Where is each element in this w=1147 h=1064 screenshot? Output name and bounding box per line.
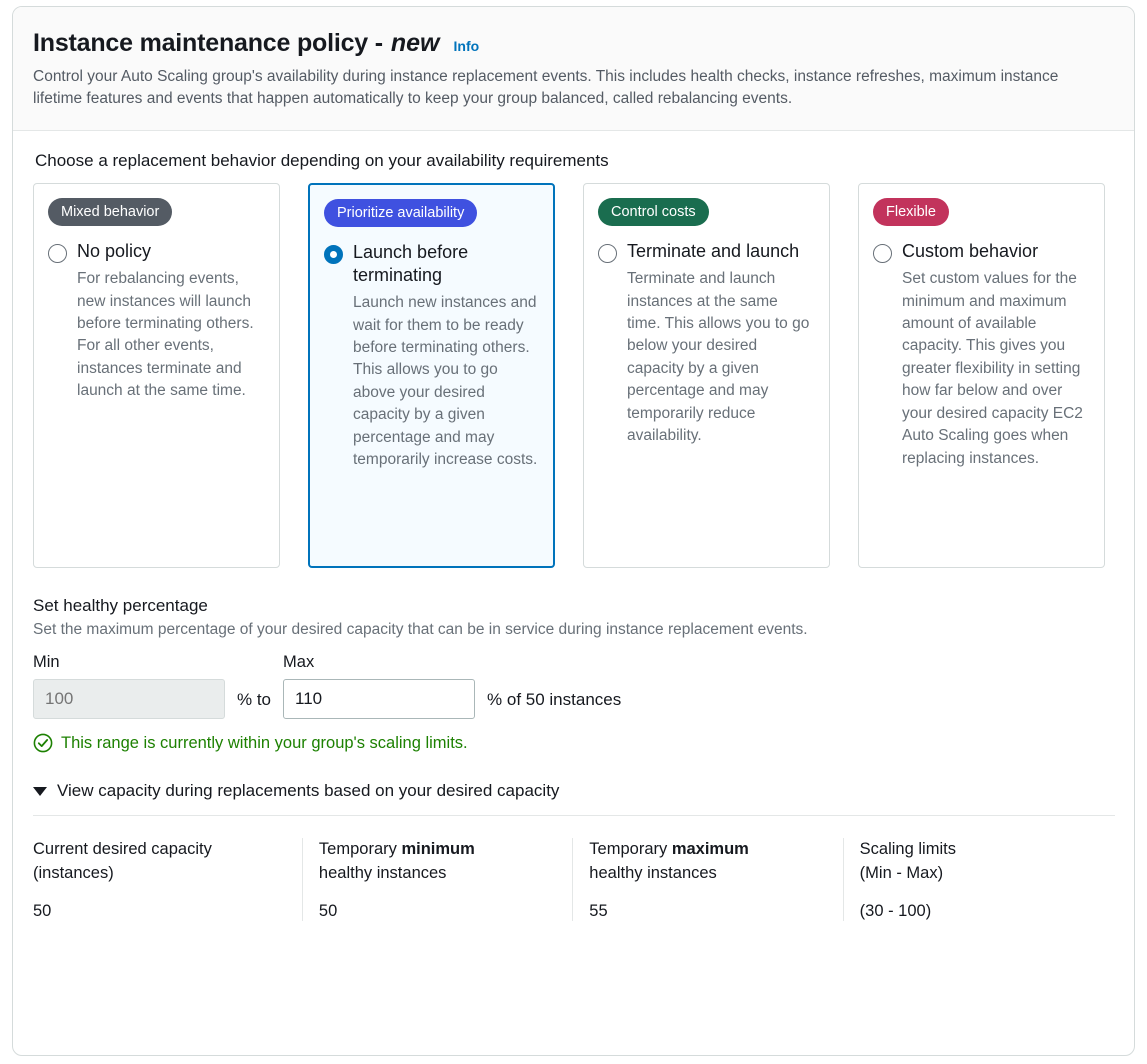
- summary-value-current-desired-capacity: 50: [33, 901, 52, 920]
- min-label: Min: [33, 653, 60, 671]
- instances-suffix-text: % of 50 instances: [487, 690, 622, 709]
- healthy-percentage-description: Set the maximum percentage of your desired capacity that can be in service during instance replacement events.: [33, 621, 808, 638]
- summary-title-strong-max: maximum: [671, 840, 749, 858]
- tile-option-no-policy[interactable]: [48, 240, 265, 263]
- percent-to-text: % to: [237, 690, 272, 709]
- max-label: Max: [283, 653, 315, 671]
- badge-mixed-behavior: Mixed behavior: [48, 198, 172, 226]
- card-header: [13, 7, 1134, 131]
- healthy-percentage-section: [33, 596, 1114, 753]
- badge-prioritize-availability: Prioritize availability: [324, 199, 477, 227]
- tile-option-launch-before-terminating[interactable]: [324, 241, 539, 287]
- badge-control-costs: Control costs: [598, 198, 709, 226]
- info-link[interactable]: Info: [453, 38, 480, 54]
- tile-title-custom-behavior: Custom behavior: [902, 241, 1039, 261]
- max-field-group: [283, 653, 475, 719]
- summary-title-line1-limits: Scaling limits: [859, 840, 956, 858]
- badge-flexible: Flexible: [873, 198, 949, 226]
- choose-behavior-label: Choose a replacement behavior depending on your availability requirements: [35, 151, 609, 170]
- tile-launch-before-terminating[interactable]: [308, 183, 555, 568]
- tile-description-no-policy: For rebalancing events, new instances will launch before terminating others. For all other events, instances terminate and launch at the same time.: [77, 270, 254, 400]
- min-percentage-input[interactable]: [33, 679, 225, 719]
- summary-title-line1-current: Current desired capacity: [33, 840, 212, 858]
- capacity-expander[interactable]: [33, 781, 1114, 801]
- radio-custom-behavior[interactable]: [873, 244, 892, 263]
- summary-title-line1-min: Temporary: [318, 840, 402, 858]
- max-percentage-input[interactable]: [283, 679, 475, 719]
- summary-scaling-limits: [844, 838, 1114, 921]
- page-title-new-tag: new: [390, 29, 440, 57]
- capacity-expander-label: View capacity during replacements based on your desired capacity: [57, 781, 560, 800]
- summary-temporary-maximum: [573, 838, 843, 921]
- summary-title-line2-limits: (Min - Max): [859, 863, 944, 882]
- summary-title-temporary-minimum: [319, 838, 548, 886]
- behavior-tiles: [33, 183, 1114, 568]
- tile-no-policy[interactable]: [33, 183, 280, 568]
- scaling-limits-status: [33, 733, 1114, 753]
- header-description: Control your Auto Scaling group's availability during instance replacement events. This includes health checks, instance refreshes, maximum instance lifetime features and events that happen automatically to keep your group balanced, called rebalancing events.: [33, 68, 1059, 107]
- capacity-summary: [33, 838, 1114, 921]
- chevron-down-icon[interactable]: [33, 787, 47, 796]
- radio-terminate-and-launch[interactable]: [598, 244, 617, 263]
- summary-current-desired-capacity: [33, 838, 303, 921]
- success-check-icon: [33, 733, 53, 753]
- summary-title-line2-min: healthy instances: [318, 863, 447, 882]
- summary-value-temporary-maximum: 55: [589, 901, 608, 920]
- tile-title-launch-before-terminating: Launch before terminating: [353, 242, 469, 286]
- summary-value-scaling-limits: (30 - 100): [859, 901, 932, 920]
- summary-title-line1-max: Temporary: [589, 840, 672, 858]
- summary-title-current-desired-capacity: [33, 838, 278, 886]
- summary-title-strong-min: minimum: [401, 840, 475, 858]
- instance-maintenance-policy-card: [12, 6, 1135, 1056]
- summary-title-temporary-maximum: [589, 838, 818, 886]
- healthy-percentage-title: Set healthy percentage: [33, 596, 208, 615]
- tile-description-terminate-and-launch: Terminate and launch instances at the same time. This allows you to go below your desired capacity by a given percentage and may temporarily reduce availability.: [627, 270, 810, 445]
- healthy-percentage-fields: [33, 653, 1114, 719]
- radio-launch-before-terminating[interactable]: [324, 245, 343, 264]
- tile-option-terminate-and-launch[interactable]: [598, 240, 815, 263]
- min-field-group: [33, 653, 225, 719]
- tile-title-terminate-and-launch: Terminate and launch: [627, 241, 800, 261]
- summary-temporary-minimum: [303, 838, 573, 921]
- summary-value-temporary-minimum: 50: [318, 901, 338, 920]
- tile-description-launch-before-terminating: Launch new instances and wait for them to be ready before terminating others. This allows you to go above your desired capacity by a given percentage and may temporarily increase costs.: [353, 294, 538, 469]
- summary-title-line2-max: healthy instances: [589, 863, 717, 882]
- tile-option-custom-behavior[interactable]: [873, 240, 1090, 263]
- card-body: [13, 131, 1134, 941]
- summary-title-line2-current: (instances): [33, 863, 114, 882]
- page-title: Instance maintenance policy -: [33, 29, 383, 57]
- tile-terminate-and-launch[interactable]: [583, 183, 830, 568]
- tile-description-custom-behavior: Set custom values for the minimum and maximum amount of available capacity. This gives you greater flexibility in setting how far below and over your desired capacity EC2 Auto Scaling goes when replacing instances.: [902, 270, 1083, 467]
- status-message: This range is currently within your group's scaling limits.: [61, 733, 468, 752]
- tile-title-no-policy: No policy: [77, 241, 152, 261]
- section-divider: [33, 815, 1115, 816]
- summary-title-scaling-limits: [860, 838, 1090, 886]
- tile-custom-behavior[interactable]: [858, 183, 1105, 568]
- radio-no-policy[interactable]: [48, 244, 67, 263]
- header-title-row: [33, 29, 1114, 58]
